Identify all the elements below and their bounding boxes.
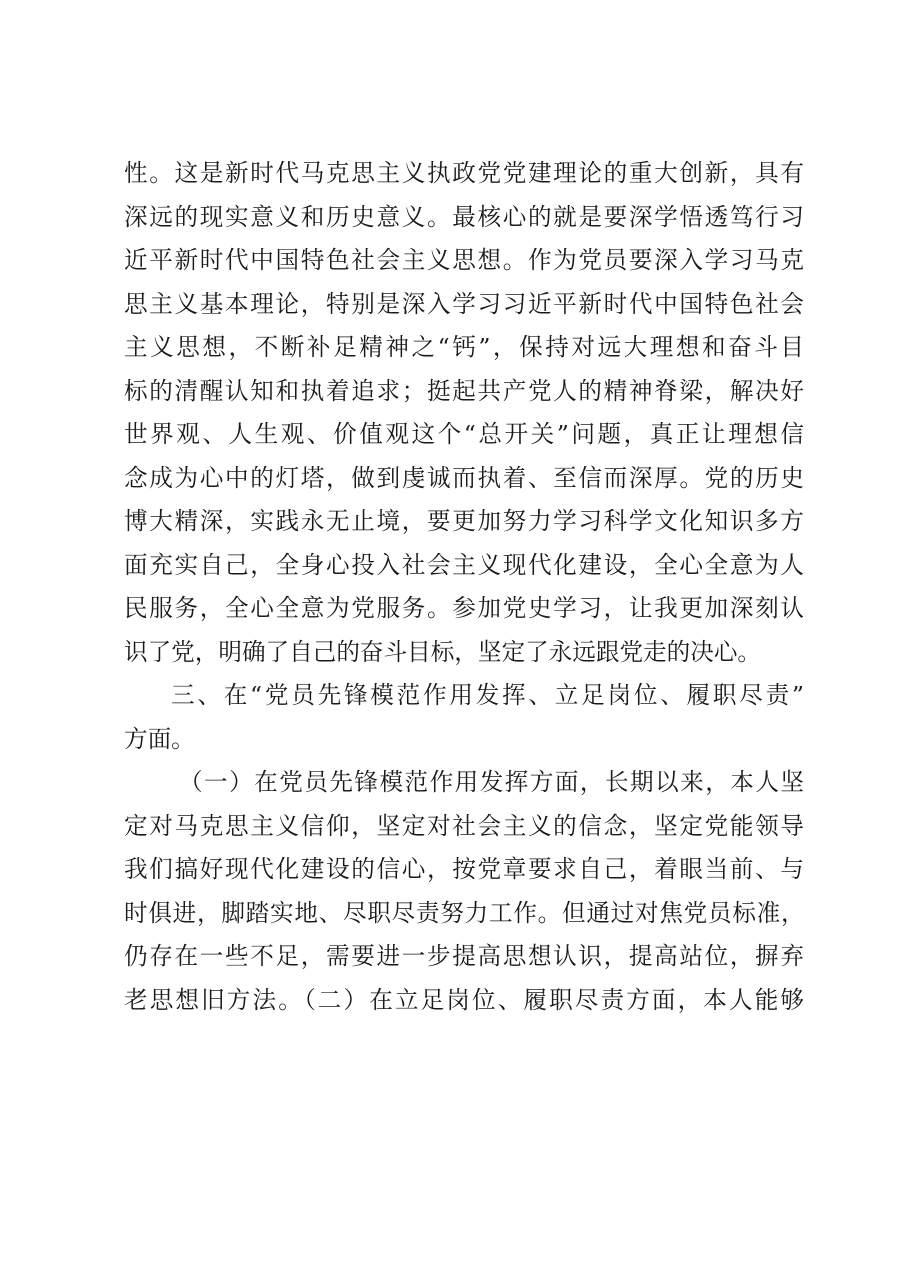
- text-line: 性。这是新时代马克思主义执政党党建理论的重大创新，具有: [124, 159, 804, 187]
- text-line: 主义思想，不断补足精神之“钙”，保持对远大理想和奋斗目: [124, 333, 804, 361]
- document-body: [124, 152, 804, 1022]
- text-line: 思主义基本理论，特别是深入学习习近平新时代中国特色社会: [124, 289, 804, 318]
- text-line: 老思想旧方法。（二）在立足岗位、履职尽责方面，本人能够: [124, 985, 804, 1014]
- text-line: 博大精深，实践永无止境，要更加努力学习科学文化知识多方: [124, 507, 804, 535]
- section-heading-3: [124, 674, 804, 761]
- text-line: 我们搞好现代化建设的信心，按党章要求自己，着眼当前、与: [124, 855, 804, 883]
- text-line: 定对马克思主义信仰，坚定对社会主义的信念，坚定党能领导: [124, 811, 804, 840]
- text-line: 标的清醒认知和执着追求；挺起共产党人的精神脊梁，解决好: [124, 376, 804, 405]
- text-line: 时俱进，脚踏实地、尽职尽责努力工作。但通过对焦党员标准，: [124, 898, 804, 927]
- text-line: 深远的现实意义和历史意义。最核心的就是要深学悟透笃行习: [124, 202, 804, 231]
- text-line: 面充实自己，全身心投入社会主义现代化建设，全心全意为人: [124, 550, 804, 579]
- heading-line: 三、在“党员先锋模范作用发挥、立足岗位、履职尽责”: [171, 681, 804, 709]
- text-line: 念成为心中的灯塔，做到虔诚而执着、至信而深厚。党的历史: [124, 463, 804, 492]
- text-line: 仍存在一些不足，需要进一步提高思想认识，提高站位，摒弃: [124, 942, 804, 970]
- text-line: （一）在党员先锋模范作用发挥方面，长期以来，本人坚: [179, 768, 804, 796]
- text-line: 识了党，明确了自己的奋斗目标，坚定了永远跟党走的决心。: [124, 637, 762, 666]
- paragraph-1: [124, 152, 804, 674]
- paragraph-3: [124, 761, 804, 1022]
- text-line: 世界观、人生观、价值观这个“总开关”问题，真正让理想信: [124, 420, 804, 448]
- text-line: 民服务，全心全意为党服务。参加党史学习，让我更加深刻认: [124, 594, 804, 622]
- heading-line: 方面。: [124, 724, 195, 753]
- text-line: 近平新时代中国特色社会主义思想。作为党员要深入学习马克: [124, 246, 804, 274]
